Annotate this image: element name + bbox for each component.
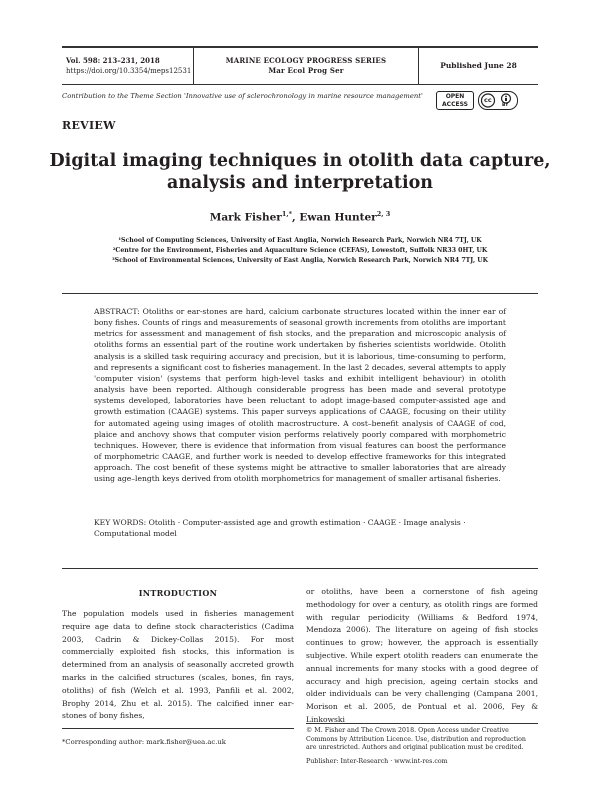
abstract-text: ABSTRACT: Otoliths or ear-stones are hard, calcium carbonate structures located within the inner ear of bony fishes. Counts of rings and measurements of seasonal growth increments from otoliths are important metrics for assessment and management of fish stocks, and the preparation and microscopic analysis of otoliths forms an essential part of the routine work undertaken by fisheries scientists worldwide. Otolith analysis is a skilled task requiring accuracy and precision, but it is laborious, time-consuming to perform, and represents a significant cost to fisheries management. In the last 2 decades, several attempts to apply 'computer vision' (systems that perform high-level tasks and exhibit intelligent behaviour) in otolith analysis have been reported. Although considerable progress has been made and several prototype systems developed, laboratories have been reluctant to adopt image-based computer-assisted age and growth estimation (CAAGE) systems. This paper surveys applications of CAAGE, focusing on their utility for automated ageing using images of otolith macrostructure. A cost–benefit analysis of CAAGE of cod, plaice and anchovy shows that computer vision performs relatively poorly compared with morphometric techniques. However, there is evidence that information from visual features can boost the performance of morphometric CAAGE, and further work is needed to develop effective frameworks for this integrated approach. The cost benefit of these systems might be attractive to smaller laboratories that are already using age–length keys derived from otolith morphometrics for management of smaller artisanal fisheries.	[94, 307, 506, 484]
theme-contribution: Contribution to the Theme Section 'Innovative use of sclerochronology in marine resource management'	[62, 92, 423, 100]
author-list	[40, 210, 560, 224]
section-label: REVIEW	[62, 119, 116, 132]
author-separator: ,	[292, 211, 300, 224]
publisher-info: Publisher: Inter-Research · www.int-res.com	[306, 758, 448, 765]
title-line-2: analysis and interpretation	[166, 173, 433, 193]
paper-title	[40, 150, 560, 194]
doi-link[interactable]: https://doi.org/10.3354/meps12531	[66, 67, 192, 75]
open-access-text-2: ACCESS	[442, 101, 468, 108]
body-column-right: or otoliths, have been a cornerstone of fish ageing methodology for over a century, as otolith rings are formed with regular periodicity (Williams & Bedford 1974, Mendoza 2006). The literature on ageing of fish stocks continues to grow; however, the approach is essentially subjective. While expert otolith readers can enumerate the annual increments for many stocks with a good degree of accuracy and high precision, ageing certain stocks and older individuals can be very challenging (Campana 2001, Morison et al. 2005, de Pontual et al. 2006, Fey & Linkowski	[306, 587, 538, 724]
affiliation-1: ¹School of Computing Sciences, University of East Anglia, Norwich Research Park, Norwich NR4 7TJ, UK	[118, 237, 482, 244]
corresponding-author-footnote: *Corresponding author: mark.fisher@uea.ac.uk	[62, 738, 226, 746]
affiliation-2: ²Centre for the Environment, Fisheries and Aquaculture Science (CEFAS), Lowestoft, Suffolk NR33 0HT, UK	[112, 247, 488, 254]
volume-info: Vol. 598: 213–231, 2018	[66, 56, 160, 65]
license-notice: © M. Fisher and The Crown 2018. Open Access under Creative Commons by Attribution Licence. Use, distribution and reproduction are unrestricted. Authors and original publication must be credited.	[306, 727, 526, 752]
title-line-1: Digital imaging techniques in otolith data capture,	[49, 151, 551, 171]
creative-commons-icon	[478, 91, 518, 110]
open-access-text-1: OPEN	[445, 93, 465, 100]
abstract-top-rule	[62, 293, 538, 294]
author-1: Mark Fisher	[209, 211, 282, 224]
footnote-rule	[62, 728, 294, 729]
header-published-box	[418, 47, 538, 85]
header-journal-box	[194, 47, 418, 85]
cc-text: cc	[484, 96, 492, 104]
author-1-affil: 1,*	[281, 210, 292, 218]
section-heading-introduction: INTRODUCTION	[138, 588, 218, 598]
body-column-left: The population models used in fisheries management require age data to define stock characteristics (Cadima 2003, Cadrin & Dickey-Collas 2015). For most commercially exploited fish stocks, this information is determined from an analysis of seasonally accreted growth marks in the calcified structures (scales, bones, fin rays, otoliths) of fish (Welch et al. 1993, Panfili et al. 2002, Brophy 2014, Zhu et al. 2015). The calcified inner ear-stones of bony fishes,	[62, 609, 294, 721]
abstract-bottom-rule	[62, 568, 538, 569]
journal-name: MARINE ECOLOGY PROGRESS SERIES	[225, 56, 387, 65]
open-access-icon	[436, 91, 474, 110]
by-text: BY	[502, 103, 509, 108]
published-date: Published June 28	[440, 61, 517, 70]
author-2: Ewan Hunter	[299, 211, 377, 224]
header-volume-box	[62, 47, 194, 85]
affiliation-3: ³School of Environmental Sciences, University of East Anglia, Norwich Research Park, Norwich NR4 7TJ, UK	[111, 257, 489, 264]
affiliations	[40, 236, 560, 266]
license-rule	[306, 723, 538, 724]
keywords: KEY WORDS: Otolith · Computer-assisted age and growth estimation · CAAGE · Image analysis · Computational model	[94, 518, 466, 539]
author-2-affil: 2, 3	[376, 210, 391, 218]
journal-abbrev: Mar Ecol Prog Ser	[268, 66, 344, 75]
